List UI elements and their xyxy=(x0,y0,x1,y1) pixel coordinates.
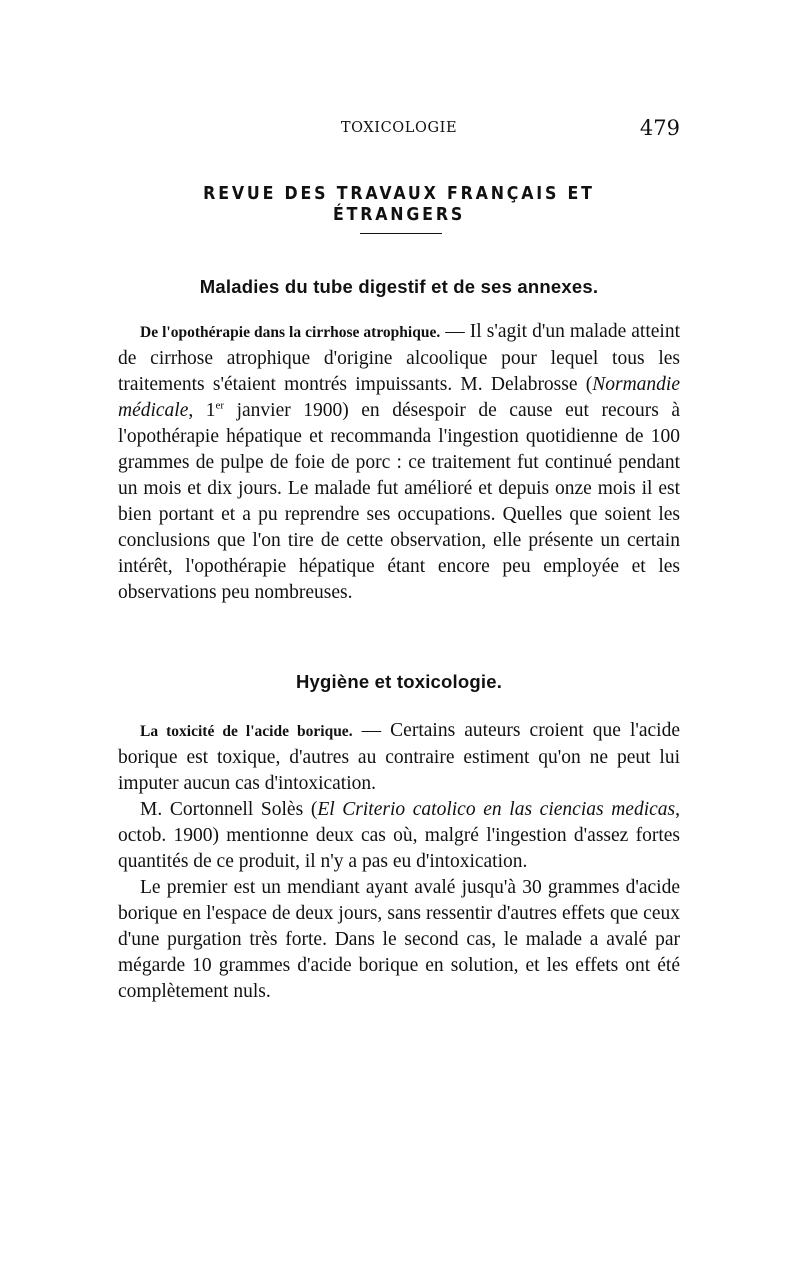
journal-title: Normandie médicale xyxy=(118,374,680,421)
article-paragraph xyxy=(118,718,680,797)
article-lead: La toxicité de l'acide borique. xyxy=(140,723,353,740)
article-text: M. Cortonnell Solès ( xyxy=(140,799,318,820)
article-text: , 1 xyxy=(188,400,216,421)
page-number: 479 xyxy=(639,116,680,140)
article-paragraph xyxy=(118,875,680,1005)
article-text: Le premier est un mendiant ayant avalé jusqu'à 30 grammes d'acide borique en l'espace de deux jours, sans ressentir d'autres effets que ceux d'une purgation très forte. Dans le second cas, le malade a avalé par mégarde 10 grammes d'acide borique en solution, et les effets ont été complètement nuls. xyxy=(118,877,680,1002)
section-heading-hygiene: Hygiène et toxicologie. xyxy=(295,671,503,692)
article-text: — Certains auteurs croient que l'acide borique est toxique, d'autres au contraire estiment qu'on ne peut lui imputer aucun cas d'intoxication. xyxy=(118,720,681,794)
ordinal-suffix: er xyxy=(215,399,225,412)
section-heading-digestive: Maladies du tube digestif et de ses annexes. xyxy=(199,276,599,297)
title-rule xyxy=(360,233,442,234)
running-title: TOXICOLOGIE xyxy=(340,120,458,136)
article-paragraph xyxy=(118,797,680,875)
article-lead: De l'opothérapie dans la cirrhose atrophique. xyxy=(140,324,441,341)
article-text: — Il s'agit d'un malade atteint de cirrhose atrophique d'origine alcoolique pour lequel tous les traitements s'étaient montrés impuissants. M. Delabrosse ( xyxy=(118,321,680,395)
journal-title: El Criterio catolico en las ciencias medicas xyxy=(317,799,676,820)
article-paragraph xyxy=(118,319,680,606)
article-text: janvier 1900) en désespoir de cause eut recours à l'opothérapie hépatique et recommanda l'ingestion quotidienne de 100 grammes de pulpe de foie de porc : ce traitement fut continué pendant un mois et dix jours. Le malade fut amélioré et depuis onze mois il est bien portant et a pu reprendre ses occupations. Quelles que soient les conclusions que l'on tire de cette observation, elle présente un certain intérêt, l'opothérapie hépatique étant encore peu employée et les observations peu nombreuses. xyxy=(118,400,681,603)
article-text: , octob. 1900) mentionne deux cas où, malgré l'ingestion d'assez fortes quantités de ce produit, il n'y a pas eu d'intoxication. xyxy=(118,799,680,872)
main-title: REVUE DES TRAVAUX FRANÇAIS ET ÉTRANGERS xyxy=(203,183,595,225)
running-head xyxy=(118,116,680,146)
article-acide-borique xyxy=(118,718,680,1005)
article-opotherapie xyxy=(118,319,680,606)
